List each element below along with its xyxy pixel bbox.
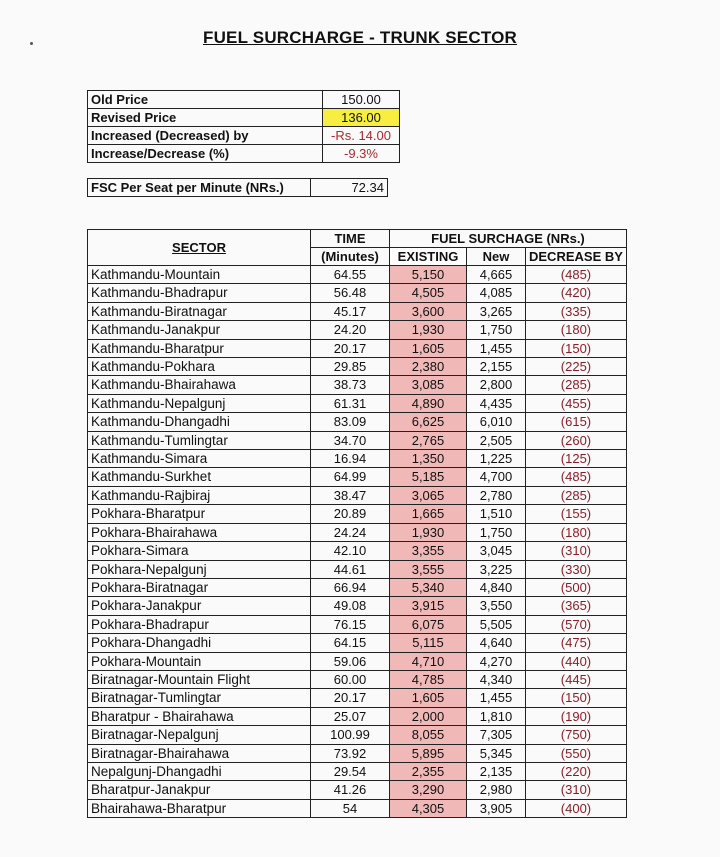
time-cell: 29.54 [311,762,390,780]
table-row [88,284,627,302]
time-cell: 64.15 [311,634,390,652]
time-cell: 73.92 [311,744,390,762]
decrease-cell: (485) [526,468,627,486]
decrease-cell: (220) [526,762,627,780]
sector-cell: Kathmandu-Bhairahawa [88,376,311,394]
new-cell: 4,085 [467,284,526,302]
time-cell: 56.48 [311,284,390,302]
time-cell: 20.89 [311,505,390,523]
existing-cell: 3,600 [390,302,467,320]
existing-cell: 5,115 [390,634,467,652]
decrease-cell: (150) [526,689,627,707]
new-cell: 1,750 [467,523,526,541]
table-row [88,578,627,596]
sector-cell: Pokhara-Bharatpur [88,505,311,523]
decrease-cell: (285) [526,376,627,394]
sector-cell: Pokhara-Bhadrapur [88,615,311,633]
time-cell: 66.94 [311,578,390,596]
existing-cell: 6,625 [390,413,467,431]
existing-cell: 1,665 [390,505,467,523]
time-cell: 20.17 [311,339,390,357]
sector-cell: Pokhara-Dhangadhi [88,634,311,652]
table-row [88,726,627,744]
new-cell: 2,800 [467,376,526,394]
existing-cell: 3,085 [390,376,467,394]
time-cell: 38.73 [311,376,390,394]
existing-cell: 4,305 [390,799,467,817]
sector-cell: Biratnagar-Tumlingtar [88,689,311,707]
sector-cell: Biratnagar-Mountain Flight [88,670,311,688]
table-row [88,413,627,431]
time-header-line1: TIME [311,230,390,248]
decrease-cell: (150) [526,339,627,357]
table-row [88,597,627,615]
decrease-cell: (420) [526,284,627,302]
existing-cell: 2,380 [390,358,467,376]
table-row [88,560,627,578]
decrease-cell: (500) [526,578,627,596]
existing-cell: 3,355 [390,542,467,560]
sector-cell: Kathmandu-Tumlingtar [88,431,311,449]
new-cell: 3,045 [467,542,526,560]
new-cell: 2,135 [467,762,526,780]
sector-cell: Kathmandu-Simara [88,450,311,468]
time-cell: 34.70 [311,431,390,449]
existing-cell: 4,785 [390,670,467,688]
new-cell: 4,340 [467,670,526,688]
decrease-cell: (440) [526,652,627,670]
decrease-cell: (400) [526,799,627,817]
time-cell: 60.00 [311,670,390,688]
time-cell: 44.61 [311,560,390,578]
new-cell: 1,455 [467,339,526,357]
table-row [88,707,627,725]
decrease-cell: (190) [526,707,627,725]
new-cell: 1,225 [467,450,526,468]
table-row [88,762,627,780]
sector-cell: Bharatpur-Janakpur [88,781,311,799]
sector-cell: Pokhara-Bhairahawa [88,523,311,541]
time-cell: 42.10 [311,542,390,560]
new-cell: 6,010 [467,413,526,431]
table-row [88,505,627,523]
table-row [88,523,627,541]
decrease-cell: (550) [526,744,627,762]
time-cell: 100.99 [311,726,390,744]
decrease-cell: (335) [526,302,627,320]
time-cell: 38.47 [311,486,390,504]
table-row [88,358,627,376]
decrease-header: DECREASE BY [526,248,627,266]
fsc-value: 72.34 [311,179,388,197]
existing-cell: 1,930 [390,321,467,339]
table-row [88,394,627,412]
new-cell: 1,455 [467,689,526,707]
decrease-cell: (475) [526,634,627,652]
existing-cell: 2,765 [390,431,467,449]
new-cell: 3,265 [467,302,526,320]
table-row [88,615,627,633]
new-cell: 2,155 [467,358,526,376]
sector-cell: Kathmandu-Surkhet [88,468,311,486]
decrease-cell: (260) [526,431,627,449]
fsc-label: FSC Per Seat per Minute (NRs.) [88,179,311,197]
decrease-cell: (445) [526,670,627,688]
new-cell: 7,305 [467,726,526,744]
existing-cell: 3,290 [390,781,467,799]
time-cell: 16.94 [311,450,390,468]
price-row [88,109,400,127]
existing-cell: 6,075 [390,615,467,633]
existing-cell: 5,340 [390,578,467,596]
time-header-line2: (Minutes) [311,248,390,266]
sector-cell: Kathmandu-Bharatpur [88,339,311,357]
existing-cell: 4,710 [390,652,467,670]
existing-header: EXISTING [390,248,467,266]
existing-cell: 2,000 [390,707,467,725]
existing-cell: 2,355 [390,762,467,780]
time-cell: 64.55 [311,266,390,284]
table-row [88,652,627,670]
new-cell: 4,700 [467,468,526,486]
price-label: Old Price [88,91,323,109]
table-row [88,450,627,468]
new-cell: 5,345 [467,744,526,762]
new-cell: 1,510 [467,505,526,523]
existing-cell: 1,605 [390,339,467,357]
sector-cell: Pokhara-Nepalgunj [88,560,311,578]
existing-cell: 3,915 [390,597,467,615]
sector-fare-table [87,229,627,818]
new-cell: 1,750 [467,321,526,339]
fuel-surcharge-header: FUEL SURCHAGE (NRs.) [390,230,627,248]
decrease-cell: (285) [526,486,627,504]
sector-cell: Kathmandu-Bhadrapur [88,284,311,302]
time-cell: 83.09 [311,413,390,431]
sector-cell: Kathmandu-Mountain [88,266,311,284]
decrease-cell: (310) [526,781,627,799]
new-cell: 5,505 [467,615,526,633]
time-cell: 61.31 [311,394,390,412]
table-row [88,542,627,560]
existing-cell: 3,555 [390,560,467,578]
existing-cell: 5,185 [390,468,467,486]
new-cell: 4,840 [467,578,526,596]
existing-cell: 1,350 [390,450,467,468]
decrease-cell: (570) [526,615,627,633]
existing-cell: 4,890 [390,394,467,412]
price-value: 150.00 [323,91,400,109]
sector-cell: Pokhara-Simara [88,542,311,560]
table-row [88,799,627,817]
table-row [88,339,627,357]
new-cell: 3,550 [467,597,526,615]
new-cell: 4,270 [467,652,526,670]
existing-cell: 5,895 [390,744,467,762]
existing-cell: 3,065 [390,486,467,504]
sector-header: SECTOR [88,230,311,266]
sector-cell: Biratnagar-Bhairahawa [88,744,311,762]
table-row [88,431,627,449]
sector-cell: Kathmandu-Nepalgunj [88,394,311,412]
table-row [88,689,627,707]
decrease-cell: (155) [526,505,627,523]
time-cell: 29.85 [311,358,390,376]
new-cell: 2,780 [467,486,526,504]
table-row [88,486,627,504]
sector-cell: Kathmandu-Dhangadhi [88,413,311,431]
new-cell: 2,505 [467,431,526,449]
new-cell: 3,905 [467,799,526,817]
sector-cell: Kathmandu-Rajbiraj [88,486,311,504]
time-cell: 41.26 [311,781,390,799]
new-header: New [467,248,526,266]
time-cell: 25.07 [311,707,390,725]
new-cell: 4,435 [467,394,526,412]
sector-cell: Bhairahawa-Bharatpur [88,799,311,817]
page-title: FUEL SURCHARGE - TRUNK SECTOR [202,28,518,47]
sector-cell: Kathmandu-Pokhara [88,358,311,376]
decrease-cell: (615) [526,413,627,431]
existing-cell: 8,055 [390,726,467,744]
price-row [88,91,400,109]
new-cell: 1,810 [467,707,526,725]
decrease-cell: (180) [526,321,627,339]
table-row [88,744,627,762]
price-summary-table [87,90,400,163]
table-row [88,266,627,284]
sector-cell: Nepalgunj-Dhangadhi [88,762,311,780]
decrease-cell: (225) [526,358,627,376]
price-value: -Rs. 14.00 [323,127,400,145]
table-row [88,302,627,320]
time-cell: 20.17 [311,689,390,707]
time-cell: 76.15 [311,615,390,633]
price-value: 136.00 [323,109,400,127]
existing-cell: 4,505 [390,284,467,302]
table-row [88,376,627,394]
price-label: Increased (Decreased) by [88,127,323,145]
time-cell: 54 [311,799,390,817]
price-value: -9.3% [323,145,400,163]
decrease-cell: (485) [526,266,627,284]
sector-cell: Biratnagar-Nepalgunj [88,726,311,744]
price-label: Revised Price [88,109,323,127]
sector-cell: Bharatpur - Bhairahawa [88,707,311,725]
sector-cell: Pokhara-Mountain [88,652,311,670]
decrease-cell: (125) [526,450,627,468]
sector-cell: Pokhara-Biratnagar [88,578,311,596]
existing-cell: 1,605 [390,689,467,707]
decrease-cell: (180) [526,523,627,541]
new-cell: 4,640 [467,634,526,652]
existing-cell: 1,930 [390,523,467,541]
existing-cell: 5,150 [390,266,467,284]
sector-cell: Kathmandu-Biratnagar [88,302,311,320]
decrease-cell: (455) [526,394,627,412]
table-row [88,634,627,652]
table-row [88,468,627,486]
time-cell: 64.99 [311,468,390,486]
table-row [88,781,627,799]
sector-cell: Pokhara-Janakpur [88,597,311,615]
decrease-cell: (750) [526,726,627,744]
price-row [88,145,400,163]
time-cell: 45.17 [311,302,390,320]
time-cell: 59.06 [311,652,390,670]
new-cell: 3,225 [467,560,526,578]
table-row [88,670,627,688]
price-label: Increase/Decrease (%) [88,145,323,163]
decrease-cell: (330) [526,560,627,578]
table-row [88,321,627,339]
fsc-row [88,179,388,197]
sector-cell: Kathmandu-Janakpur [88,321,311,339]
decrease-cell: (365) [526,597,627,615]
price-row [88,127,400,145]
time-cell: 24.20 [311,321,390,339]
new-cell: 2,980 [467,781,526,799]
time-cell: 24.24 [311,523,390,541]
new-cell: 4,665 [467,266,526,284]
time-cell: 49.08 [311,597,390,615]
decrease-cell: (310) [526,542,627,560]
fsc-table [87,178,388,197]
